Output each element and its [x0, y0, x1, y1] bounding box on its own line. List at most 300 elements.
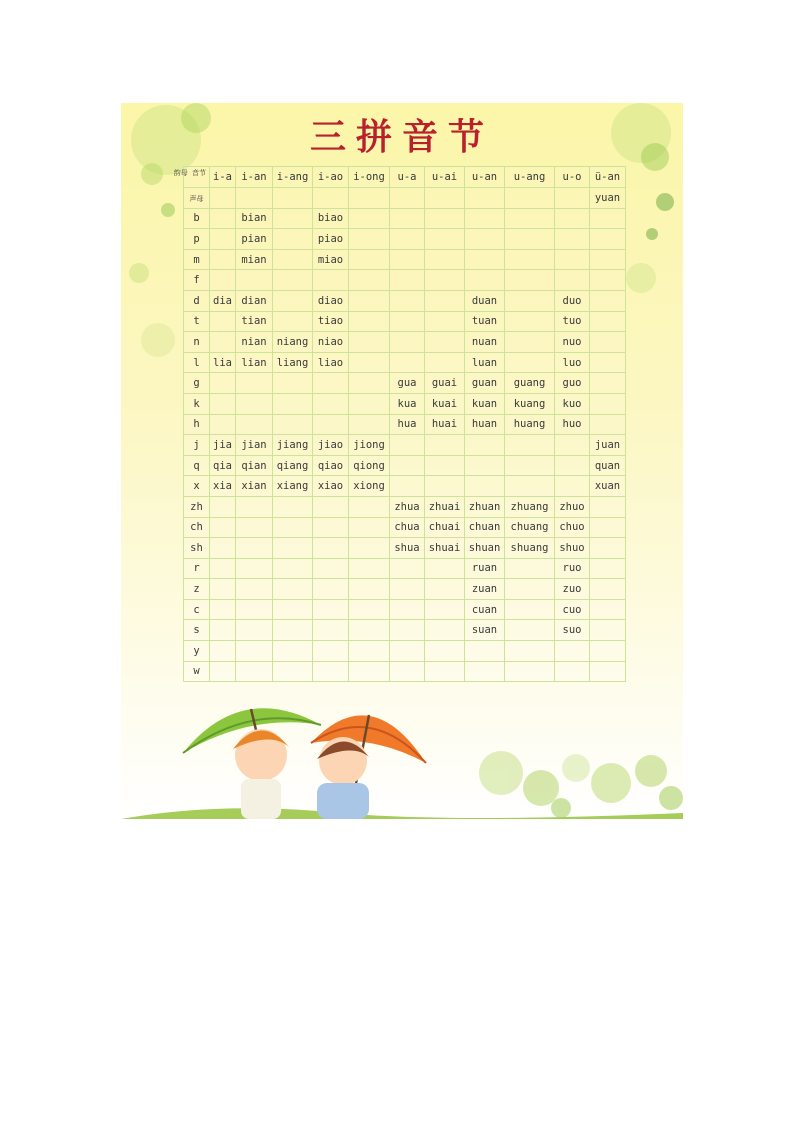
syllable-cell [236, 641, 273, 662]
initial-cell: p [184, 229, 210, 250]
initial-cell: b [184, 208, 210, 229]
column-header: i-ao [313, 167, 349, 188]
syllable-cell [465, 249, 505, 270]
syllable-cell [555, 476, 590, 497]
syllable-cell: zhuang [505, 496, 555, 517]
initial-cell: r [184, 558, 210, 579]
syllable-table [173, 166, 626, 682]
syllable-cell [313, 270, 349, 291]
syllable-cell [273, 393, 313, 414]
syllable-cell [390, 455, 425, 476]
initial-cell: g [184, 373, 210, 394]
syllable-cell [273, 641, 313, 662]
syllable-cell [236, 373, 273, 394]
syllable-cell [349, 620, 390, 641]
syllable-cell [273, 496, 313, 517]
syllable-cell: qiong [349, 455, 390, 476]
syllable-cell [555, 208, 590, 229]
table-row [184, 414, 626, 435]
syllable-cell [313, 579, 349, 600]
decor-bubble [141, 163, 163, 185]
syllable-cell [273, 538, 313, 559]
syllable-cell [590, 270, 626, 291]
syllable-cell [236, 538, 273, 559]
initial-cell: j [184, 435, 210, 456]
girl-figure [317, 737, 369, 819]
syllable-cell [349, 188, 390, 209]
table-row [184, 373, 626, 394]
syllable-cell [313, 538, 349, 559]
syllable-cell: qiao [313, 455, 349, 476]
column-header: ü-an [590, 167, 626, 188]
syllable-cell [236, 496, 273, 517]
syllable-cell [273, 311, 313, 332]
syllable-cell: kuai [425, 393, 465, 414]
syllable-cell: chuan [465, 517, 505, 538]
syllable-cell [425, 455, 465, 476]
syllable-cell: shuai [425, 538, 465, 559]
syllable-cell [390, 208, 425, 229]
syllable-cell: niang [273, 332, 313, 353]
syllable-cell [313, 188, 349, 209]
table-row [184, 188, 626, 209]
initial-cell: t [184, 311, 210, 332]
syllable-cell [590, 352, 626, 373]
initial-cell: h [184, 414, 210, 435]
table-row [184, 538, 626, 559]
syllable-cell: jia [210, 435, 236, 456]
decor-bubble [129, 263, 149, 283]
syllable-cell: zuan [465, 579, 505, 600]
syllable-cell: gua [390, 373, 425, 394]
syllable-cell [555, 229, 590, 250]
syllable-cell [590, 414, 626, 435]
decor-bubble [656, 193, 674, 211]
syllable-cell [390, 599, 425, 620]
syllable-cell: jiong [349, 435, 390, 456]
syllable-cell: tian [236, 311, 273, 332]
column-header: i-an [236, 167, 273, 188]
syllable-cell [273, 373, 313, 394]
syllable-cell: guang [505, 373, 555, 394]
syllable-cell [465, 455, 505, 476]
syllable-cell: jian [236, 435, 273, 456]
ground-grass [121, 808, 683, 819]
syllable-cell [210, 332, 236, 353]
syllable-cell [210, 496, 236, 517]
syllable-cell [590, 393, 626, 414]
syllable-cell: cuan [465, 599, 505, 620]
syllable-cell [425, 188, 465, 209]
syllable-cell: juan [590, 435, 626, 456]
syllable-cell [390, 249, 425, 270]
table-row [184, 579, 626, 600]
syllable-poster [121, 103, 683, 819]
syllable-cell [425, 311, 465, 332]
syllable-cell [313, 599, 349, 620]
decor-bubble [141, 323, 175, 357]
syllable-cell: chuai [425, 517, 465, 538]
syllable-cell: shuang [505, 538, 555, 559]
syllable-cell [425, 435, 465, 456]
syllable-cell [390, 579, 425, 600]
syllable-cell [210, 641, 236, 662]
syllable-cell [465, 208, 505, 229]
syllable-cell: shua [390, 538, 425, 559]
syllable-cell [505, 476, 555, 497]
syllable-cell [505, 270, 555, 291]
syllable-cell [425, 599, 465, 620]
column-header: i-ong [349, 167, 390, 188]
syllable-cell [590, 208, 626, 229]
syllable-cell: tiao [313, 311, 349, 332]
syllable-cell: xian [236, 476, 273, 497]
syllable-cell: zhuo [555, 496, 590, 517]
syllable-cell [505, 558, 555, 579]
syllable-cell [210, 393, 236, 414]
table-row [184, 393, 626, 414]
syllable-cell: guan [465, 373, 505, 394]
syllable-cell: chua [390, 517, 425, 538]
table-row [184, 599, 626, 620]
syllable-cell [390, 558, 425, 579]
syllable-cell [425, 249, 465, 270]
table-row [184, 311, 626, 332]
syllable-cell [236, 517, 273, 538]
syllable-cell: xiao [313, 476, 349, 497]
syllable-cell [505, 455, 555, 476]
syllable-cell [555, 641, 590, 662]
syllable-cell: huan [465, 414, 505, 435]
syllable-cell: qiang [273, 455, 313, 476]
syllable-cell: suo [555, 620, 590, 641]
syllable-cell [349, 517, 390, 538]
initial-cell: ch [184, 517, 210, 538]
syllable-cell: kuang [505, 393, 555, 414]
syllable-cell [236, 558, 273, 579]
table-row [184, 455, 626, 476]
syllable-cell [425, 352, 465, 373]
syllable-cell: mian [236, 249, 273, 270]
syllable-cell [236, 620, 273, 641]
syllable-cell [273, 620, 313, 641]
initial-cell: zh [184, 496, 210, 517]
syllable-cell: nian [236, 332, 273, 353]
syllable-cell [349, 414, 390, 435]
syllable-cell [210, 270, 236, 291]
syllable-cell [210, 249, 236, 270]
syllable-cell [590, 311, 626, 332]
syllable-cell [236, 579, 273, 600]
syllable-cell: quan [590, 455, 626, 476]
syllable-cell: liao [313, 352, 349, 373]
syllable-cell: xuan [590, 476, 626, 497]
header-row [184, 167, 626, 188]
syllable-cell: jiang [273, 435, 313, 456]
syllable-cell [210, 208, 236, 229]
syllable-cell [313, 414, 349, 435]
syllable-cell [505, 352, 555, 373]
syllable-cell [273, 579, 313, 600]
syllable-cell [236, 393, 273, 414]
column-header: u-ang [505, 167, 555, 188]
column-header: u-a [390, 167, 425, 188]
syllable-cell: qia [210, 455, 236, 476]
syllable-cell: miao [313, 249, 349, 270]
syllable-cell: kua [390, 393, 425, 414]
syllable-cell: suan [465, 620, 505, 641]
syllable-cell [390, 476, 425, 497]
syllable-cell: dian [236, 290, 273, 311]
syllable-cell: cuo [555, 599, 590, 620]
syllable-cell [465, 270, 505, 291]
syllable-cell [505, 290, 555, 311]
syllable-cell [590, 641, 626, 662]
syllable-cell [236, 188, 273, 209]
initial-cell: sh [184, 538, 210, 559]
initial-cell: z [184, 579, 210, 600]
syllable-cell [349, 270, 390, 291]
syllable-cell [425, 332, 465, 353]
syllable-cell [465, 476, 505, 497]
syllable-cell [349, 352, 390, 373]
syllable-cell: pian [236, 229, 273, 250]
syllable-cell: yuan [590, 188, 626, 209]
syllable-cell: duan [465, 290, 505, 311]
syllable-cell: diao [313, 290, 349, 311]
syllable-cell [273, 558, 313, 579]
syllable-cell: lia [210, 352, 236, 373]
corner-initial-label: 声母 [189, 194, 204, 203]
syllable-cell: nuan [465, 332, 505, 353]
syllable-cell [273, 517, 313, 538]
syllable-cell [349, 332, 390, 353]
table-row [184, 496, 626, 517]
syllable-cell [590, 290, 626, 311]
syllable-cell: luo [555, 352, 590, 373]
syllable-cell [425, 270, 465, 291]
syllable-cell: shuo [555, 538, 590, 559]
syllable-cell [555, 270, 590, 291]
syllable-cell: tuan [465, 311, 505, 332]
table-row [184, 249, 626, 270]
table-row [184, 558, 626, 579]
syllable-cell: zhuan [465, 496, 505, 517]
syllable-cell [555, 455, 590, 476]
initial-cell: w [184, 661, 210, 682]
initial-cell: m [184, 249, 210, 270]
syllable-cell: chuang [505, 517, 555, 538]
table-row [184, 435, 626, 456]
syllable-cell [425, 290, 465, 311]
syllable-cell [390, 311, 425, 332]
initial-cell: n [184, 332, 210, 353]
syllable-cell: piao [313, 229, 349, 250]
syllable-cell: liang [273, 352, 313, 373]
syllable-cell [349, 249, 390, 270]
syllable-cell [273, 270, 313, 291]
syllable-cell [390, 270, 425, 291]
syllable-cell: qian [236, 455, 273, 476]
syllable-cell [390, 332, 425, 353]
column-header: i-ang [273, 167, 313, 188]
syllable-cell [210, 558, 236, 579]
column-header: u-o [555, 167, 590, 188]
syllable-cell [349, 496, 390, 517]
syllable-cell: zhua [390, 496, 425, 517]
initial-cell: l [184, 352, 210, 373]
syllable-cell [425, 579, 465, 600]
syllable-cell [590, 517, 626, 538]
syllable-cell [390, 620, 425, 641]
syllable-cell [273, 229, 313, 250]
syllable-cell [210, 188, 236, 209]
syllable-cell [273, 290, 313, 311]
initial-cell: q [184, 455, 210, 476]
syllable-cell [313, 517, 349, 538]
initial-cell: k [184, 393, 210, 414]
syllable-cell [505, 599, 555, 620]
syllable-cell [465, 188, 505, 209]
syllable-cell [555, 435, 590, 456]
decor-bubble [626, 263, 656, 293]
table-row [184, 517, 626, 538]
table-row [184, 229, 626, 250]
syllable-cell [349, 311, 390, 332]
syllable-cell [236, 270, 273, 291]
syllable-cell [313, 393, 349, 414]
syllable-cell [210, 620, 236, 641]
syllable-cell [555, 188, 590, 209]
syllable-cell [210, 229, 236, 250]
syllable-cell [390, 290, 425, 311]
syllable-cell [210, 538, 236, 559]
syllable-cell [273, 249, 313, 270]
syllable-cell: chuo [555, 517, 590, 538]
syllable-cell: niao [313, 332, 349, 353]
syllable-cell [390, 641, 425, 662]
syllable-cell [210, 579, 236, 600]
column-header: u-an [465, 167, 505, 188]
syllable-cell [273, 414, 313, 435]
column-header: u-ai [425, 167, 465, 188]
syllable-cell [210, 517, 236, 538]
syllable-cell [590, 538, 626, 559]
children-with-umbrellas-illustration [121, 673, 683, 819]
syllable-cell [210, 414, 236, 435]
syllable-cell [313, 496, 349, 517]
syllable-cell [313, 558, 349, 579]
syllable-cell: zuo [555, 579, 590, 600]
syllable-cell [349, 393, 390, 414]
syllable-cell: xiang [273, 476, 313, 497]
syllable-cell [236, 414, 273, 435]
syllable-cell: nuo [555, 332, 590, 353]
syllable-cell [349, 229, 390, 250]
syllable-cell: xiong [349, 476, 390, 497]
syllable-cell [505, 579, 555, 600]
syllable-cell [349, 373, 390, 394]
syllable-cell [590, 579, 626, 600]
syllable-cell: biao [313, 208, 349, 229]
syllable-cell [590, 620, 626, 641]
syllable-cell [590, 249, 626, 270]
syllable-cell [505, 620, 555, 641]
table-row [184, 332, 626, 353]
syllable-cell [590, 373, 626, 394]
decor-bubble [646, 228, 658, 240]
corner-cell [173, 167, 210, 188]
initial-cell: d [184, 290, 210, 311]
syllable-cell [210, 599, 236, 620]
syllable-cell: shuan [465, 538, 505, 559]
initial-cell: y [184, 641, 210, 662]
syllable-cell [349, 599, 390, 620]
syllable-cell [273, 599, 313, 620]
syllable-cell [425, 620, 465, 641]
syllable-cell [349, 579, 390, 600]
syllable-cell: kuo [555, 393, 590, 414]
syllable-cell [505, 332, 555, 353]
initial-cell: f [184, 270, 210, 291]
syllable-cell [590, 332, 626, 353]
table-row [184, 290, 626, 311]
syllable-cell [390, 352, 425, 373]
syllable-cell [505, 435, 555, 456]
syllable-cell [210, 311, 236, 332]
syllable-cell: guai [425, 373, 465, 394]
syllable-cell [465, 641, 505, 662]
syllable-cell: zhuai [425, 496, 465, 517]
syllable-cell [390, 188, 425, 209]
syllable-cell [210, 373, 236, 394]
syllable-cell: kuan [465, 393, 505, 414]
syllable-cell: huai [425, 414, 465, 435]
table-row [184, 352, 626, 373]
syllable-cell [505, 249, 555, 270]
table-row [184, 641, 626, 662]
decor-bubble [161, 203, 175, 217]
table-row [184, 208, 626, 229]
syllable-cell [390, 229, 425, 250]
syllable-cell [425, 476, 465, 497]
syllable-cell [505, 311, 555, 332]
syllable-cell [313, 373, 349, 394]
syllable-cell: jiao [313, 435, 349, 456]
syllable-cell [425, 208, 465, 229]
syllable-cell: duo [555, 290, 590, 311]
initial-cell: x [184, 476, 210, 497]
syllable-cell [465, 229, 505, 250]
syllable-cell [349, 538, 390, 559]
syllable-cell [465, 435, 505, 456]
syllable-cell [505, 208, 555, 229]
boy-figure [233, 729, 289, 819]
syllable-cell [313, 641, 349, 662]
syllable-cell [555, 249, 590, 270]
table-row [184, 476, 626, 497]
syllable-cell [313, 620, 349, 641]
syllable-cell: hua [390, 414, 425, 435]
syllable-cell [273, 208, 313, 229]
syllable-cell [590, 599, 626, 620]
syllable-cell [236, 599, 273, 620]
syllable-cell [273, 188, 313, 209]
syllable-cell [349, 290, 390, 311]
syllable-cell: guo [555, 373, 590, 394]
syllable-cell [505, 188, 555, 209]
syllable-cell [349, 208, 390, 229]
